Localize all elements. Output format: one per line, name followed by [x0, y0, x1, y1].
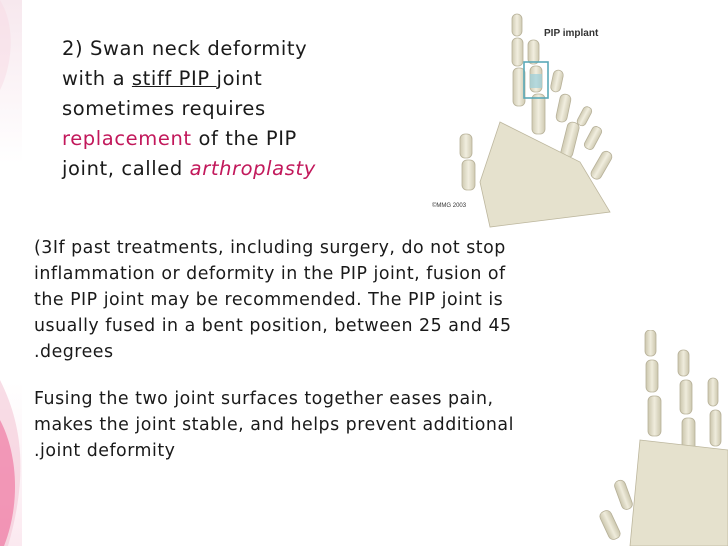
- copyright-label: ©MMG 2003: [432, 203, 467, 209]
- stiff-pip-term: stiff PIP: [131, 67, 217, 90]
- heading-line-3: sometimes requires: [62, 97, 266, 120]
- heading-line-5: [62, 154, 392, 184]
- hand-bones-decoration: [590, 330, 728, 546]
- heading-line-2: [62, 64, 392, 94]
- paragraph-fusion-benefits: [34, 386, 654, 464]
- heading-text: joint: [216, 67, 263, 90]
- slide-heading: [62, 34, 392, 184]
- paragraph-line: the PIP joint may be recommended. The PIP joint is: [34, 290, 504, 310]
- paragraph-line: inflammation or deformity in the PIP joint, fusion of: [34, 264, 506, 284]
- paragraph-line: Fusing the two joint surfaces together eases pain,: [34, 389, 494, 409]
- paragraph-line: makes the joint stable, and helps prevent additional: [34, 415, 514, 435]
- heading-line-4: [62, 124, 392, 154]
- heading-text: joint, called: [62, 157, 190, 180]
- hand-xray-illustration: [420, 12, 630, 230]
- heading-text: of the PIP: [191, 127, 297, 150]
- arthroplasty-term: arthroplasty: [189, 157, 316, 180]
- paragraph-line: .joint deformity: [34, 441, 176, 461]
- paragraph-line: usually fused in a bent position, between 25 and 45: [34, 316, 512, 336]
- heading-text: with a: [62, 67, 132, 90]
- paragraph-fusion-recommendation: [34, 235, 654, 365]
- replacement-term: replacement: [62, 127, 192, 150]
- paragraph-line: (3If past treatments, including surgery, do not stop: [34, 238, 506, 258]
- paragraph-line: .degrees: [34, 342, 114, 362]
- implant-label: PIP implant: [544, 28, 599, 39]
- heading-line-1: 2) Swan neck deformity: [62, 37, 308, 60]
